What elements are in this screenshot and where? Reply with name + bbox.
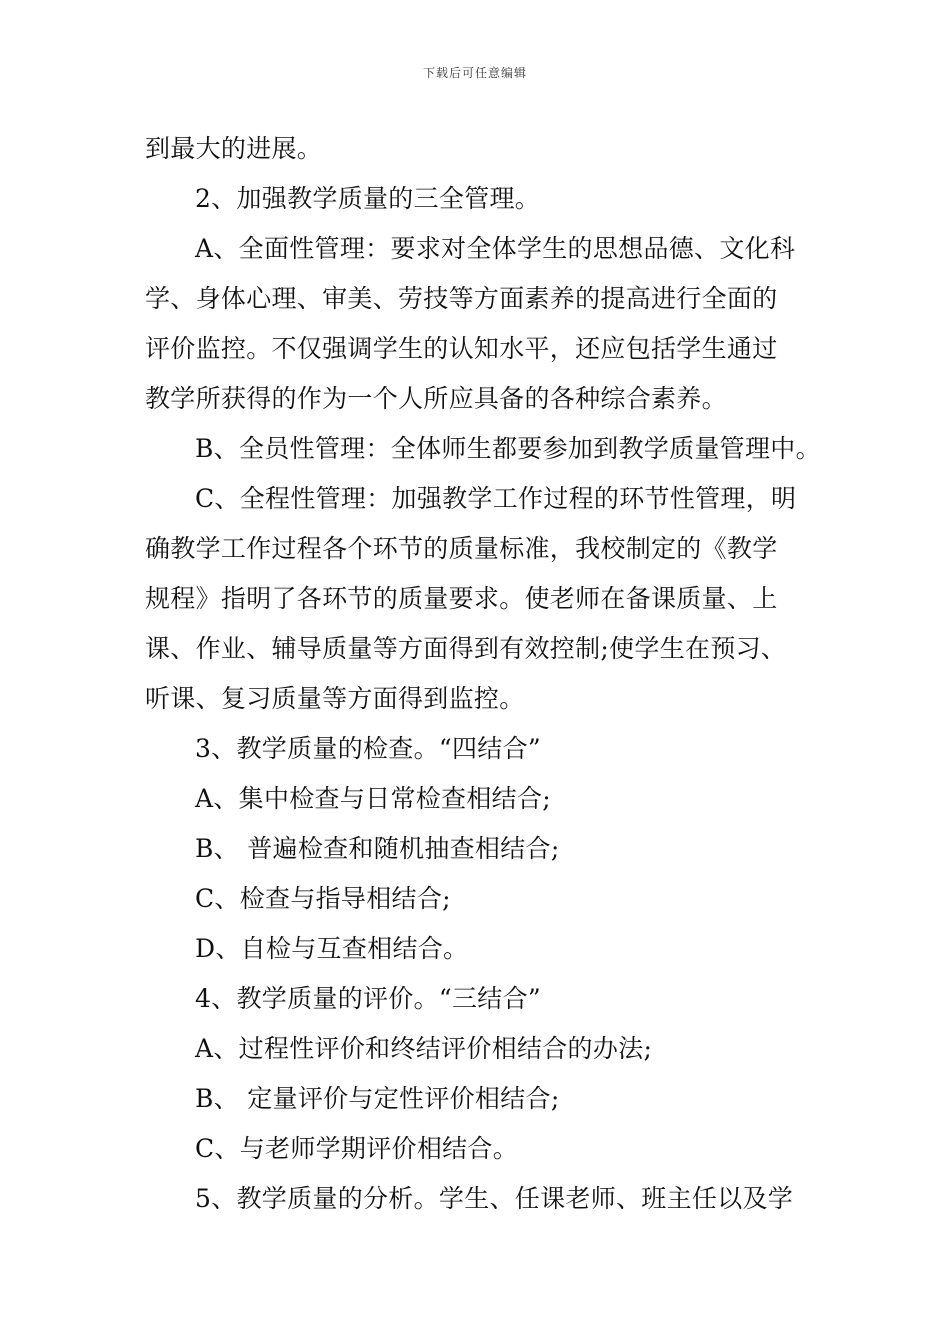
paragraph-line: 5、教学质量的分析。学生、任课老师、班主任以及学 [195,1184,794,1213]
paragraph-line: B、 普遍检查和随机抽查相结合; [195,834,560,863]
page-header-note: 下载后可任意编辑 [422,66,527,80]
paragraph-line: C、全程性管理：加强教学工作过程的环节性管理，明 [195,484,797,513]
paragraph-line: C、与老师学期评价相结合。 [195,1134,519,1163]
paragraph-line: 3、教学质量的检查。“四结合” [195,734,541,763]
paragraph-line: 学、身体心理、审美、劳技等方面素养的提高进行全面的 [145,284,778,313]
paragraph-line: 4、教学质量的评价。“三结合” [195,984,541,1013]
paragraph-line: B、全员性管理：全体师生都要参加到教学质量管理中。 [195,434,821,463]
paragraph-line: 2、加强教学质量的三全管理。 [195,184,541,213]
paragraph-line: 确教学工作过程各个环节的质量标准，我校制定的《教学 [145,534,778,563]
paragraph-line: A、集中检查与日常检查相结合; [195,784,551,813]
paragraph-line: A、过程性评价和终结评价相结合的办法; [195,1034,653,1063]
paragraph-line: 听课、复习质量等方面得到监控。 [145,684,525,713]
paragraph-line: 评价监控。不仅强调学生的认知水平，还应包括学生通过 [145,334,778,363]
paragraph-line: B、 定量评价与定性评价相结合; [195,1084,560,1113]
paragraph-line: D、自检与互查相结合。 [195,934,469,963]
paragraph-line: C、检查与指导相结合; [195,884,451,913]
paragraph-line: 规程》指明了各环节的质量要求。使老师在备课质量、上 [145,584,778,613]
paragraph-line: 课、作业、辅导质量等方面得到有效控制;使学生在预习、 [145,634,787,663]
paragraph-line: 教学所获得的作为一个人所应具备的各种综合素养。 [145,384,727,413]
paragraph-line: 到最大的进展。 [145,134,323,163]
paragraph-line: A、全面性管理：要求对全体学生的思想品德、文化科 [195,234,796,263]
document-body [145,124,821,1224]
